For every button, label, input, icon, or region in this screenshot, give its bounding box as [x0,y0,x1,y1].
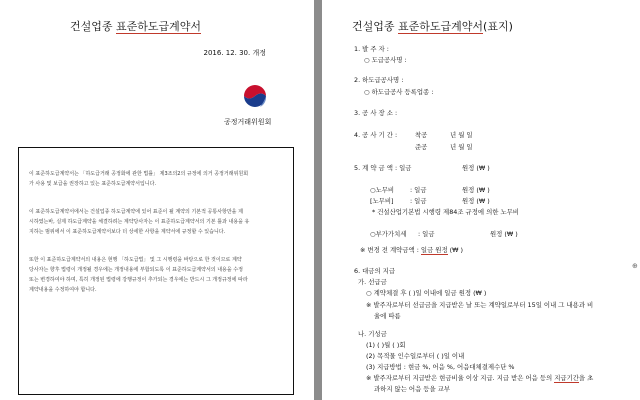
period-start-label: 착공 [415,131,428,139]
progress-payment-item-2: (2) 목적물 인수일로부터 ( )일 이내 [366,352,465,360]
form-title: 건설업종 표준하도급계약서(표지) [352,20,513,33]
item-ordering-party: 1. 발 주 자 : [354,45,389,53]
notice-paragraph-2: 이 표준하도급계약서에서는 건설업종 하도급계약에 있어 표준이 될 계약의 기본적 공통사항만을 제 시하였는바, 실제 하도급계약을 체결하려는 계약당사자는 이 표준하도급계약서의 기본 틀과 내용을 유 지하는 범위에서 이 표준하도급계약서보다 더 상세한 사항을 계약서에 규정할 수 있습니다. [29,209,250,235]
contract-amount-value: 원정 (₩ ) [462,164,490,172]
labor-detail-colon: : 일금 [410,197,427,205]
cover-title: 건설업종 표준하도급계약서 [70,20,202,33]
labor-detail-label: [노무비] [370,197,394,205]
vat-amount: 원정 (₩ ) [490,230,518,238]
notice-paragraph-3: 또한 이 표준하도급계약서의 내용은 현행 「하도급법」 및 그 시행령을 바탕으로 한 것이므로 계약 당사자는 향후 법령이 개정될 경우에는 개정내용에 부합되도록 이 표준하도급계약서의 내용을 수정 또는 변경하여야 하며, 특히 개정된 법령에 강행규정이 추가되는 경우에는 반드시 그 개정규정에 따라 계약내용을 수정하여야 합니다. [29,257,248,293]
advance-payment-line: ○ 계약체결 후 ( )일 이내에 일금 원정 (₩ ) [366,289,487,297]
pre-change-amount-note: ※ 변경 전 계약금액 : 일금 원정 (₩ ) [360,246,463,254]
labor-law-note: * 건설산업기본법 시행령 제84조 규정에 의한 노무비 [372,208,519,216]
item-site-location: 3. 공 사 장 소 : [354,109,398,117]
progress-payment-heading: 나. 기성금 [358,330,387,338]
notice-paragraph-1: 이 표준하도급계약서는 「하도급거래 공정화에 관한 법률」 제3조의2의 규정에 의거 공정거래위원회 가 사용 및 보급을 권장하고 있는 표준하도급계약서입니다. [29,171,249,187]
document-page-form [322,0,640,400]
revision-date: 2016. 12. 30. 개정 [203,49,266,57]
progress-payment-note-1: ※ 발주자로부터 지급받은 현금비율 이상 지급. 지급 받은 어음 등의 지급기간을 초 [366,374,594,382]
progress-payment-item-1: (1) ( )월 ( )회 [366,341,406,349]
advance-payment-heading: 가. 선급금 [358,278,387,286]
ftc-logo-text: 공정거래위원회 [224,118,272,126]
document-page-cover [0,0,314,400]
item-subcontract-name: 2. 하도급공사명 : [354,76,404,84]
progress-payment-item-3: (3) 지급방법 : 현금 %, 어음 %, 어음대체결제수단 % [366,363,515,371]
labor-cost-amount: 원정 (₩ ) [462,186,490,194]
period-end-date: 년 월 일 [450,143,473,151]
advance-payment-note-1: ※ 발주자로부터 선급금을 지급받은 날 또는 계약일로부터 15일 이내 그 내용과 비 [366,301,594,309]
labor-cost-label: ○노무비 [370,186,395,194]
progress-payment-note-2: 과하지 않는 어음 등을 교부 [374,385,451,393]
government-emblem-icon [240,83,270,113]
period-end-label: 준공 [415,143,428,151]
labor-cost-colon: : 일금 [410,186,427,194]
advance-payment-note-2: 율에 따름 [374,312,401,320]
item-original-contract-name: ○ 도급공사명 : [364,56,407,64]
vat-label: ○부가가치세 [370,230,407,238]
item-contract-amount: 5. 계 약 금 액 : 일금 [354,164,412,172]
payment-heading: 6. 대금의 지급 [354,267,396,275]
page-gap [314,0,322,400]
item-registered-trade: ○ 하도급공사 등록업종 : [364,88,434,96]
notice-box [18,147,294,395]
item-construction-period: 4. 공 사 기 간 : [354,131,398,139]
margin-mark-icon: ⊕ [632,262,638,270]
period-start-date: 년 월 일 [450,131,473,139]
vat-colon: : 일금 [418,230,435,238]
labor-detail-amount: 원정 (₩ ) [462,197,490,205]
